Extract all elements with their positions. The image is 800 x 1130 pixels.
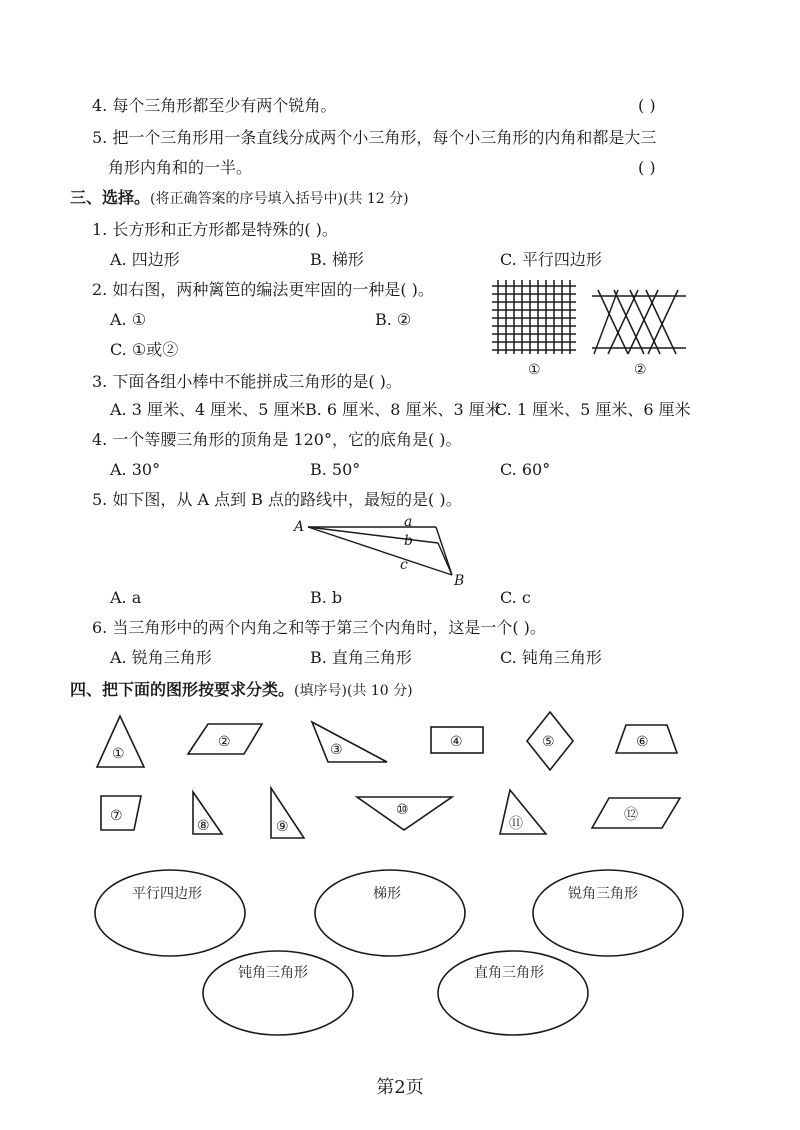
point-a-label: A bbox=[294, 519, 305, 535]
option-b[interactable]: B. 6 厘米、8 厘米、3 厘米 bbox=[305, 400, 501, 419]
route-a-label: a bbox=[404, 514, 413, 530]
shape-5-label: ⑤ bbox=[542, 734, 555, 750]
answer-paren[interactable]: ( ) bbox=[638, 96, 656, 115]
option-c[interactable]: C. c bbox=[500, 588, 531, 607]
option-b[interactable]: B. 梯形 bbox=[310, 250, 364, 269]
question-6: 6. 当三角形中的两个内角之和等于第三个内角时，这是一个( )。 bbox=[92, 618, 546, 637]
option-a[interactable]: A. ① bbox=[110, 310, 147, 329]
option-c[interactable]: C. 平行四边形 bbox=[500, 250, 602, 269]
fence-2-diagonal bbox=[592, 290, 686, 354]
question-5: 5. 如下图，从 A 点到 B 点的路线中，最短的是( )。 bbox=[92, 490, 462, 509]
option-a[interactable]: A. 锐角三角形 bbox=[110, 648, 212, 667]
question-1: 1. 长方形和正方形都是特殊的( )。 bbox=[92, 220, 338, 239]
judge-item-5-cont: 角形内角和的一半。 bbox=[108, 158, 253, 177]
option-c[interactable]: C. 1 厘米、5 厘米、6 厘米 bbox=[495, 400, 691, 419]
route-b-label: b bbox=[404, 533, 413, 549]
shape-12-label: ⑫ bbox=[624, 807, 638, 823]
category-label: 梯形 bbox=[373, 886, 401, 902]
shape-set bbox=[0, 700, 800, 850]
option-c[interactable]: C. ①或② bbox=[110, 340, 179, 359]
option-a[interactable]: A. 30° bbox=[110, 460, 161, 479]
question-4: 4. 一个等腰三角形的顶角是 120°，它的底角是( )。 bbox=[92, 430, 462, 449]
option-c[interactable]: C. 60° bbox=[500, 460, 551, 479]
fence-figures bbox=[490, 278, 690, 378]
shape-8-label: ⑧ bbox=[197, 818, 210, 834]
shape-6-label: ⑥ bbox=[636, 734, 649, 750]
shape-11-triangle bbox=[500, 790, 546, 834]
route-b-first bbox=[308, 527, 438, 543]
category-label: 平行四边形 bbox=[132, 886, 202, 902]
shape-3-label: ③ bbox=[330, 742, 343, 758]
option-a[interactable]: A. a bbox=[110, 588, 142, 607]
judge-item-4: 4. 每个三角形都至少有两个锐角。 bbox=[92, 96, 337, 115]
section-title: 四、把下面的图形按要求分类。 bbox=[70, 680, 295, 699]
option-b[interactable]: B. b bbox=[310, 588, 343, 607]
shape-9-label: ⑨ bbox=[276, 819, 289, 835]
question-3: 3. 下面各组小棒中不能拼成三角形的是( )。 bbox=[92, 372, 402, 391]
shape-2-label: ② bbox=[218, 734, 231, 750]
option-c[interactable]: C. 钝角三角形 bbox=[500, 648, 602, 667]
shape-4-label: ④ bbox=[450, 734, 463, 750]
route-b-second bbox=[438, 543, 452, 575]
answer-paren[interactable]: ( ) bbox=[638, 158, 656, 177]
route-c bbox=[308, 527, 452, 575]
fence-2-label: ② bbox=[634, 362, 647, 378]
point-b-label: B bbox=[454, 573, 465, 589]
shape-3-triangle bbox=[312, 722, 387, 762]
route-figure bbox=[290, 515, 480, 590]
section-4-title bbox=[70, 680, 413, 701]
option-b[interactable]: B. ② bbox=[375, 310, 412, 329]
option-a[interactable]: A. 四边形 bbox=[110, 250, 180, 269]
shape-11-label: ⑪ bbox=[509, 816, 523, 832]
fence-1-label: ① bbox=[528, 362, 541, 378]
option-b[interactable]: B. 50° bbox=[310, 460, 361, 479]
section-note: (将正确答案的序号填入括号中)(共 12 分) bbox=[150, 191, 409, 207]
shape-7-label: ⑦ bbox=[110, 808, 123, 824]
question-2: 2. 如右图，两种篱笆的编法更牢固的一种是( )。 bbox=[92, 280, 434, 299]
category-label: 钝角三角形 bbox=[238, 965, 308, 981]
section-note: (填序号)(共 10 分) bbox=[294, 683, 413, 699]
section-3-title bbox=[70, 188, 409, 209]
shape-1-label: ① bbox=[112, 746, 125, 762]
section-title: 三、选择。 bbox=[70, 188, 151, 207]
judge-item-5: 5. 把一个三角形用一条直线分成两个小三角形，每个小三角形的内角和都是大三 bbox=[92, 128, 657, 147]
route-c-label: c bbox=[400, 557, 408, 573]
fence-1-grid bbox=[492, 280, 576, 354]
category-label: 直角三角形 bbox=[474, 965, 544, 981]
shape-10-label: ⑩ bbox=[396, 802, 409, 818]
option-b[interactable]: B. 直角三角形 bbox=[310, 648, 412, 667]
category-label: 锐角三角形 bbox=[568, 886, 638, 902]
option-a[interactable]: A. 3 厘米、4 厘米、5 厘米 bbox=[110, 400, 306, 419]
page-number: 第2页 bbox=[376, 1077, 424, 1098]
